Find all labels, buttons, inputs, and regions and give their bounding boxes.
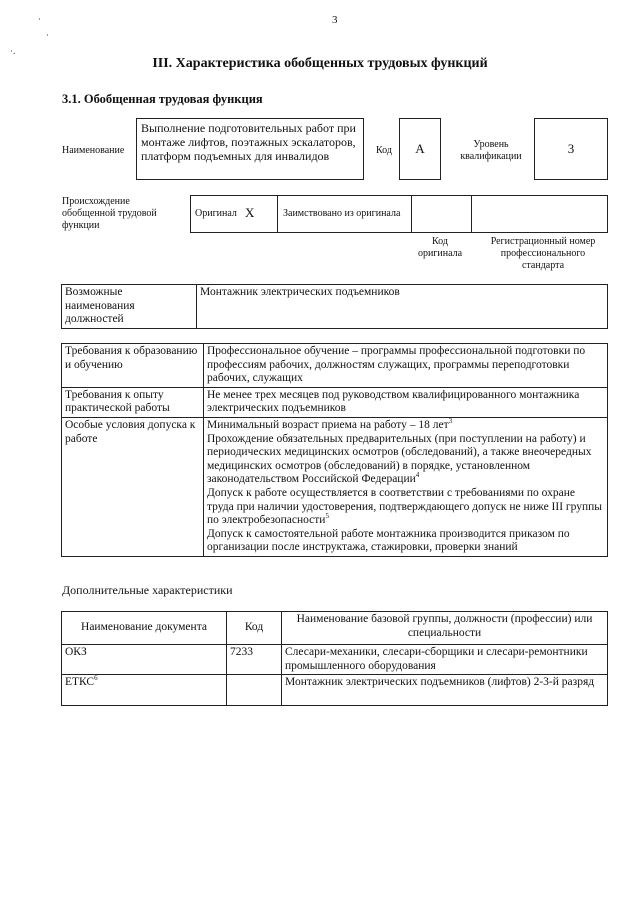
conditions-label: Особые условия допуска к работе bbox=[62, 417, 204, 556]
header-code: Код bbox=[227, 612, 282, 645]
code-value: A bbox=[415, 141, 425, 156]
positions-value: Монтажник электрических подъемников bbox=[197, 285, 608, 329]
borrowed-label: Заимствовано из оригинала bbox=[283, 208, 401, 219]
section-title: III. Характеристика обобщенных трудовых функций bbox=[152, 56, 488, 71]
condition-independent: Допуск к самостоятельной работе монтажника производится приказом по организации после инструктажа, стажировки, проверки знаний bbox=[207, 527, 570, 554]
reg-number-label: Регистрационный номер профессионального стандарта bbox=[490, 236, 596, 271]
original-mark: X bbox=[245, 205, 255, 220]
requirements-table bbox=[61, 343, 608, 557]
condition-medical: Прохождение обязательных предварительных (при поступлении на работу) и периодических медицинских осмотров (обследований), а также внеочередных медицинских осмотров (обследований) в порядке, установленном законодательством Российской Федерации bbox=[207, 432, 592, 486]
header-document: Наименование документа bbox=[62, 612, 227, 645]
level-value: 3 bbox=[567, 141, 575, 156]
experience-label: Требования к опыту практической работы bbox=[62, 387, 204, 417]
scan-mark: · bbox=[38, 14, 41, 24]
scan-mark: · bbox=[46, 30, 49, 40]
conditions-value bbox=[204, 417, 608, 556]
row-code: 7233 bbox=[227, 645, 282, 675]
positions-table bbox=[61, 284, 608, 329]
table-header-row bbox=[62, 612, 608, 645]
header-group: Наименование базовой группы, должности (профессии) или специальности bbox=[282, 612, 608, 645]
row-name: Монтажник электрических подъемников (лифтов) 2-3-й разряд bbox=[282, 675, 608, 706]
scan-mark: ·. bbox=[10, 46, 16, 56]
row-doc: ЕТКС bbox=[65, 676, 95, 689]
original-label: Оригинал bbox=[195, 208, 237, 219]
code-original-label: Код оригинала bbox=[417, 236, 463, 259]
table-row bbox=[62, 675, 608, 706]
page-number: 3 bbox=[332, 14, 338, 26]
origin-box bbox=[190, 195, 608, 233]
origin-label: Происхождение обобщенной трудовой функции bbox=[62, 196, 157, 231]
function-name-box bbox=[136, 118, 364, 180]
footnote-ref: 5 bbox=[325, 512, 329, 521]
row-code bbox=[227, 675, 282, 706]
education-label: Требования к образованию и обучению bbox=[62, 344, 204, 388]
condition-safety: Допуск к работе осуществляется в соответствии с требованиями по охране труда при наличии удостоверения, подтверждающего допуск не ниже III группы по электробезопасности bbox=[207, 486, 603, 527]
level-value-box bbox=[534, 118, 608, 180]
footnote-ref: 6 bbox=[94, 674, 98, 683]
row-doc: ОКЗ bbox=[62, 645, 227, 675]
footnote-ref: 4 bbox=[415, 471, 420, 480]
education-value: Профессиональное обучение – программы профессиональной подготовки по профессиям рабочих, должностям служащих, программы переподготовки рабочих, служащих bbox=[204, 344, 608, 388]
additional-title: Дополнительные характеристики bbox=[62, 583, 233, 597]
function-name-value: Выполнение подготовительных работ при монтаже лифтов, поэтажных эскалаторов, платформ подъемных для инвалидов bbox=[141, 121, 356, 163]
table-row bbox=[62, 645, 608, 675]
code-value-box bbox=[399, 118, 441, 180]
name-label: Наименование bbox=[62, 145, 125, 156]
positions-label: Возможные наименования должностей bbox=[62, 285, 197, 329]
additional-table bbox=[61, 611, 608, 706]
table-row bbox=[62, 344, 608, 388]
condition-age: Минимальный возраст приема на работу – 18 лет bbox=[207, 418, 449, 431]
level-label: Уровень квалификации bbox=[460, 139, 522, 162]
experience-value: Не менее трех месяцев под руководством квалифицированного монтажника электрических подъемников bbox=[204, 387, 608, 417]
table-row bbox=[62, 387, 608, 417]
footnote-ref: 3 bbox=[448, 417, 453, 426]
row-name: Слесари-механики, слесари-сборщики и слесари-ремонтники промышленного оборудования bbox=[282, 645, 608, 675]
code-label: Код bbox=[376, 145, 392, 156]
table-row bbox=[62, 417, 608, 556]
subsection-title: 3.1. Обобщенная трудовая функция bbox=[62, 92, 263, 106]
